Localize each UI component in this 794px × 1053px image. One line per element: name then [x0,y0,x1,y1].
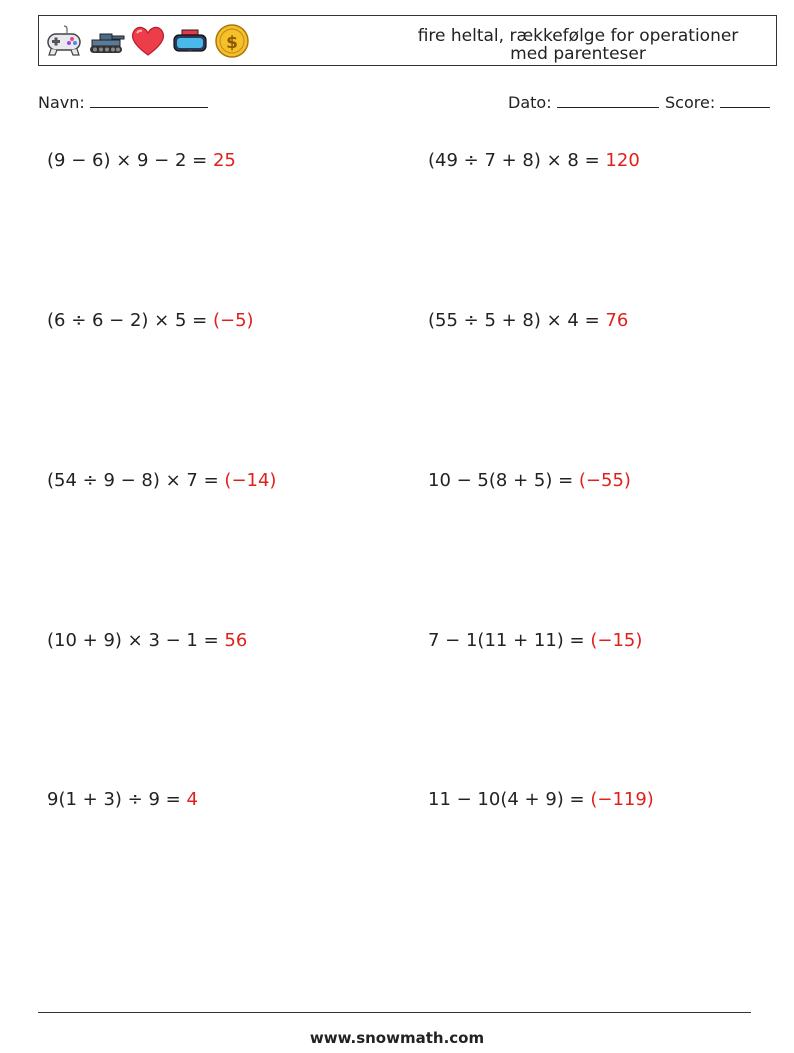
score-field [665,93,770,112]
problem-answer: 76 [605,310,629,331]
icon-strip [45,22,251,60]
problem-1 [47,150,236,171]
coin-icon [213,22,251,60]
footer-url[interactable]: www.snowmath.com [309,1029,485,1047]
problem-9 [47,789,198,810]
name-label: Navn: [38,93,85,112]
name-blank [90,93,208,108]
svg-text:$: $ [226,33,238,53]
problem-expression: (55 ÷ 5 + 8) × 4 = [428,310,606,331]
worksheet-title: fire heltal, rækkefølge for operationer med parenteser [417,26,739,64]
header-box [38,15,777,66]
problem-expression: 7 − 1(11 + 11) = [428,630,591,651]
problem-answer: 25 [212,150,236,171]
problem-answer: (−119) [590,789,654,810]
tank-icon [87,22,125,60]
problem-expression: (9 − 6) × 9 − 2 = [47,150,213,171]
problem-answer: 120 [605,150,640,171]
gamepad-icon [45,22,83,60]
problem-5 [47,470,276,491]
heart-icon [129,22,167,60]
problem-expression: (49 ÷ 7 + 8) × 8 = [428,150,606,171]
problem-4 [428,310,628,331]
problem-7 [47,630,247,651]
problem-8 [428,630,642,651]
problem-10 [428,789,654,810]
vr-headset-icon [171,22,209,60]
problem-expression: 11 − 10(4 + 9) = [428,789,591,810]
score-blank [720,93,770,108]
score-label: Score: [665,93,716,112]
problem-3 [47,310,254,331]
problem-answer: (−55) [578,470,631,491]
problem-answer: (−5) [212,310,254,331]
date-field [508,93,659,112]
problem-expression: (10 + 9) × 3 − 1 = [47,630,225,651]
problem-expression: (54 ÷ 9 − 8) × 7 = [47,470,225,491]
footer-divider [38,1012,751,1013]
problem-expression: 10 − 5(8 + 5) = [428,470,579,491]
problem-2 [428,150,640,171]
name-field [38,93,208,112]
problem-answer: (−14) [224,470,277,491]
problem-answer: 56 [224,630,248,651]
date-label: Dato: [508,93,552,112]
date-blank [557,93,659,108]
problem-expression: (6 ÷ 6 − 2) × 5 = [47,310,213,331]
problem-answer: (−15) [590,630,643,651]
problem-6 [428,470,631,491]
problem-expression: 9(1 + 3) ÷ 9 = [47,789,187,810]
problem-answer: 4 [186,789,198,810]
